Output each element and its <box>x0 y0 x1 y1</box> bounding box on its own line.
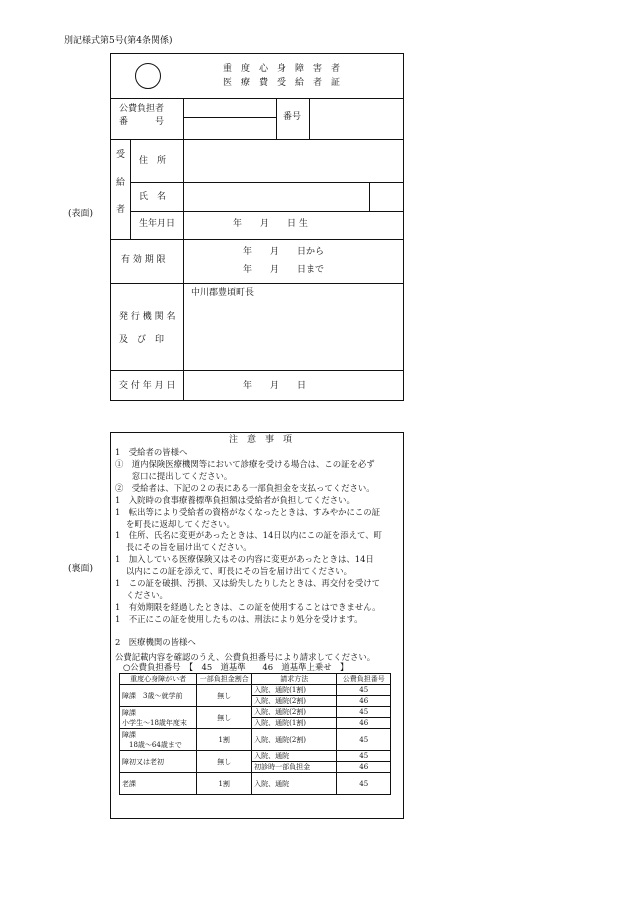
issue-date-label: 交 付 年 月 日 <box>119 381 176 391</box>
table-header: 公費負担番号 <box>337 674 391 685</box>
row-number: 46 <box>337 718 391 729</box>
note-line: ① 道内保険医療機関等において診療を受ける場合は、この証を必ず <box>115 459 375 469</box>
certificate-title-line1: 重 度 心 身 障 害 者 <box>223 64 341 74</box>
row-method: 入院、通院 <box>252 773 337 795</box>
issuer-label-2: 及 び 印 <box>119 335 165 345</box>
form-label: 別記様式第5号(第4条関係) <box>64 36 173 46</box>
note-line: 1 入院時の食事療養標準負担額は受給者が負担してください。 <box>115 494 355 505</box>
row-category: 障初又は老初 <box>120 751 197 773</box>
name-label: 氏 名 <box>139 192 167 202</box>
table-row <box>120 729 391 751</box>
row-method: 入院、通院(1割) <box>252 718 337 729</box>
row-method: 入院、通院(2割) <box>252 729 337 751</box>
row-method: 入院、通院(1割) <box>252 685 337 696</box>
note-line: 長にその旨を届け出てください。 <box>115 542 252 553</box>
number-label: 番号 <box>283 112 302 122</box>
row-number: 45 <box>337 751 391 762</box>
burden-label-1: 公費負担者 <box>119 104 165 114</box>
note-line: ② 受給者は、下記の２の表にある一部負担金を支払ってください。 <box>115 482 375 493</box>
note-line: 1 有効期限を経過したときは、この証を使用することはできません。 <box>115 601 381 612</box>
row-category: 障課 3歳～就学前 <box>120 685 197 707</box>
note-line: 1 不正にこの証を使用したものは、刑法により処分を受けます。 <box>115 613 363 624</box>
issuer-label-1: 発 行 機 関 名 <box>119 312 176 322</box>
row-number: 45 <box>337 729 391 751</box>
back-side-label: (裏面) <box>68 564 94 574</box>
row-number: 45 <box>337 707 391 718</box>
row-category: 老課 <box>120 773 197 795</box>
validity-from: 年 月 日から <box>243 247 325 257</box>
row-method: 入院、通院(2割) <box>252 696 337 707</box>
row-rate: 1割 <box>197 729 252 751</box>
row-method: 初診時一部負担金 <box>252 762 337 773</box>
recipient-char-3: 者 <box>116 205 126 215</box>
table-header: 請求方法 <box>252 674 337 685</box>
table-row <box>120 751 391 762</box>
birthdate-label: 生年月日 <box>139 219 176 229</box>
front-side-label: (表面) <box>68 209 94 219</box>
front-card <box>110 53 404 401</box>
recipient-char-1: 受 <box>116 150 126 160</box>
row-number: 45 <box>337 685 391 696</box>
row-rate: 1割 <box>197 773 252 795</box>
row-rate: 無し <box>197 707 252 729</box>
section1-heading: 1 受給者の皆様へ <box>115 447 188 457</box>
row-rate: 無し <box>197 685 252 707</box>
table-header: 重度心身障がい者 <box>120 674 197 685</box>
row-number: 46 <box>337 696 391 707</box>
burden-number-line: ○公費負担番号 【 45 道基準 46 道基準上乗せ 】 <box>123 662 349 672</box>
issue-date-value: 年 月 日 <box>243 381 307 391</box>
row-method: 入院、通院 <box>252 751 337 762</box>
row-number: 46 <box>337 762 391 773</box>
validity-to: 年 月 日まで <box>243 265 325 275</box>
back-card <box>110 432 404 819</box>
birthdate-value: 年 月 日 生 <box>233 219 308 229</box>
note-line: 1 転出等により受給者の資格がなくなったときは、すみやかにこの証 <box>115 506 380 517</box>
seal-circle <box>135 63 161 89</box>
row-method: 入院、通院(2割) <box>252 707 337 718</box>
issuer-value: 中川郡豊頃町長 <box>191 288 255 298</box>
table-header: 一部負担金割合 <box>197 674 252 685</box>
note-line: 1 この証を破損、汚損、又は紛失したりしたときは、再交付を受けて <box>115 578 380 588</box>
note-line: ください。 <box>115 589 168 600</box>
row-number: 45 <box>337 773 391 795</box>
recipient-char-2: 給 <box>116 178 126 188</box>
validity-label: 有 効 期 限 <box>121 255 166 265</box>
row-category: 障課 18歳～64歳まで <box>120 729 197 751</box>
note-line: を町長に返却してください。 <box>115 518 235 529</box>
certificate-title-line2: 医 療 費 受 給 者 証 <box>223 78 341 88</box>
notes-title: 注 意 事 項 <box>229 435 293 445</box>
table-row <box>120 685 391 696</box>
note-line: 1 加入している医療保険又はその内容に変更があったときは、14日 <box>115 554 374 565</box>
table-row <box>120 773 391 795</box>
address-label: 住 所 <box>139 156 167 166</box>
note-line: 以内にこの証を添えて、町長にその旨を届け出てください。 <box>115 566 352 577</box>
note-line: 窓口に提出してください。 <box>115 470 233 481</box>
row-rate: 無し <box>197 751 252 773</box>
note-line: 1 住所、氏名に変更があったときは、14日以内にこの証を添えて、町 <box>115 530 382 541</box>
section2-heading: 2 医療機関の皆様へ <box>115 637 196 647</box>
section2-text: 公費記載内容を確認のうえ、公費負担番号により請求してください。 <box>115 652 376 662</box>
burden-label-2: 番 号 <box>119 117 165 127</box>
medical-table <box>119 673 391 795</box>
table-row <box>120 707 391 718</box>
row-category: 障課 小学生～18歳年度末 <box>120 707 197 729</box>
